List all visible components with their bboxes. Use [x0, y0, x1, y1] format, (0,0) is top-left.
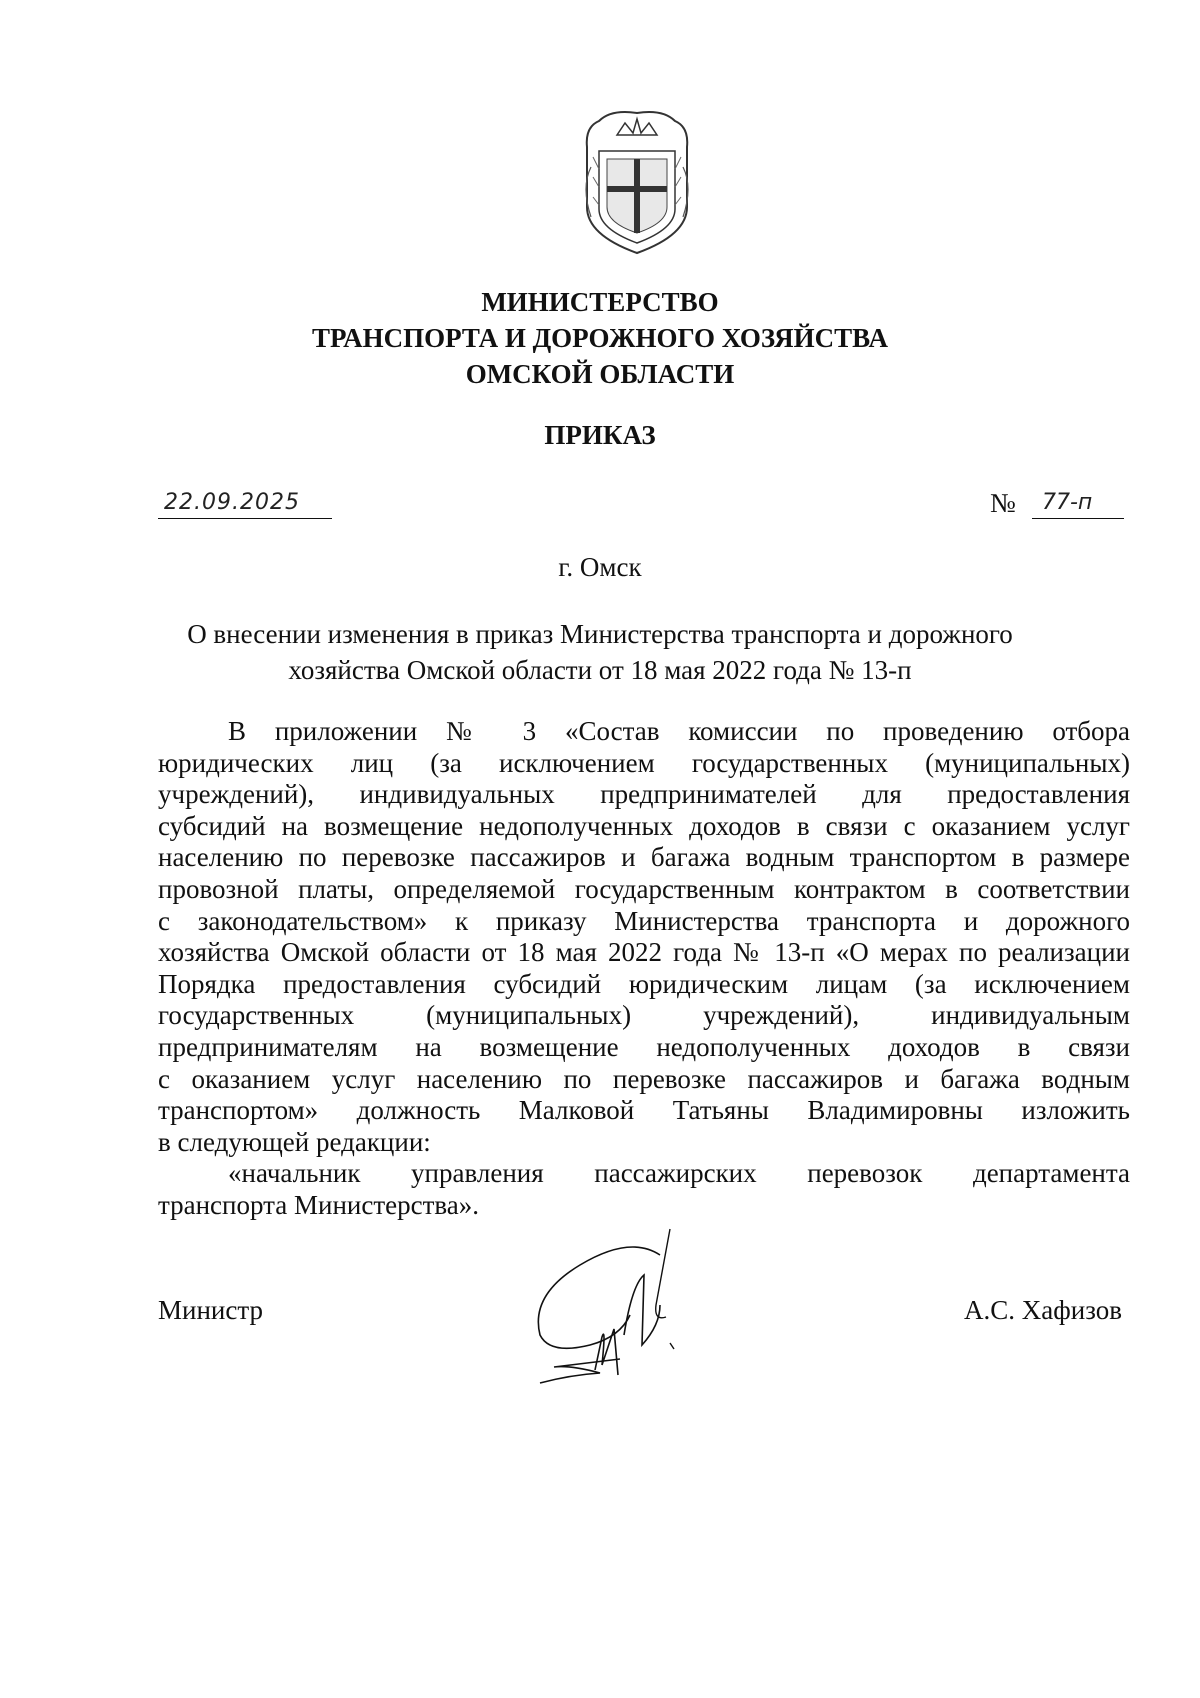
body-line: с оказанием услуг населению по перевозке пассажиров и багажа водным	[158, 1063, 1130, 1094]
document-date: 22.09.2025	[158, 488, 332, 519]
number-label: №	[990, 488, 1016, 518]
body-line: субсидий на возмещение недополученных доходов в связи с оказанием услуг	[158, 810, 1130, 841]
handwritten-signature	[510, 1225, 710, 1395]
body-line: хозяйства Омской области от 18 мая 2022 года № 13-п «О мерах по реализации	[158, 937, 1130, 968]
title-line: О внесении изменения в приказ Министерства транспорта и дорожного	[187, 619, 1013, 649]
coat-of-arms-emblem	[577, 107, 697, 255]
body-line: Порядка предоставления субсидий юридическим лицам (за исключением	[158, 968, 1130, 999]
title-line: хозяйства Омской области от 18 мая 2022 года № 13-п	[288, 655, 912, 685]
body-line: населению по перевозке пассажиров и багажа водным транспортом в размере	[158, 842, 1130, 873]
body-line: «начальник управления пассажирских перевозок департамента	[228, 1158, 1130, 1189]
body-line: государственных (муниципальных) учреждений), индивидуальным	[158, 1000, 1130, 1031]
document-body	[158, 716, 1130, 1222]
document-number: 77-п	[1032, 488, 1124, 519]
body-line: учреждений), индивидуальных предпринимателей для предоставления	[158, 779, 1130, 810]
body-line: юридических лиц (за исключением государственных (муниципальных)	[158, 747, 1130, 778]
signer-name: А.С. Хафизов	[964, 1295, 1122, 1325]
document-title	[0, 616, 1200, 688]
body-line: транспортом» должность Малковой Татьяны Владимировны изложить	[158, 1095, 1130, 1126]
document-type-heading: ПРИКАЗ	[544, 420, 656, 450]
body-line: с законодательством» к приказу Министерства транспорта и дорожного	[158, 905, 1130, 936]
org-name-line3: ОМСКОЙ ОБЛАСТИ	[465, 359, 735, 389]
body-line: В приложении № 3 «Состав комиссии по проведению отбора	[228, 716, 1130, 746]
signatory-position: Министр	[158, 1295, 263, 1325]
body-line: транспорта Министерства».	[158, 1189, 480, 1220]
body-line: в следующей редакции:	[158, 1126, 431, 1157]
document-city: г. Омск	[558, 552, 642, 582]
org-name-line1: МИНИСТЕРСТВО	[481, 287, 719, 317]
body-line: предпринимателям на возмещение недополученных доходов в связи	[158, 1031, 1130, 1062]
body-line: провозной платы, определяемой государственным контрактом в соответствии	[158, 873, 1130, 904]
org-name-line2: ТРАНСПОРТА И ДОРОЖНОГО ХОЗЯЙСТВА	[312, 323, 888, 353]
